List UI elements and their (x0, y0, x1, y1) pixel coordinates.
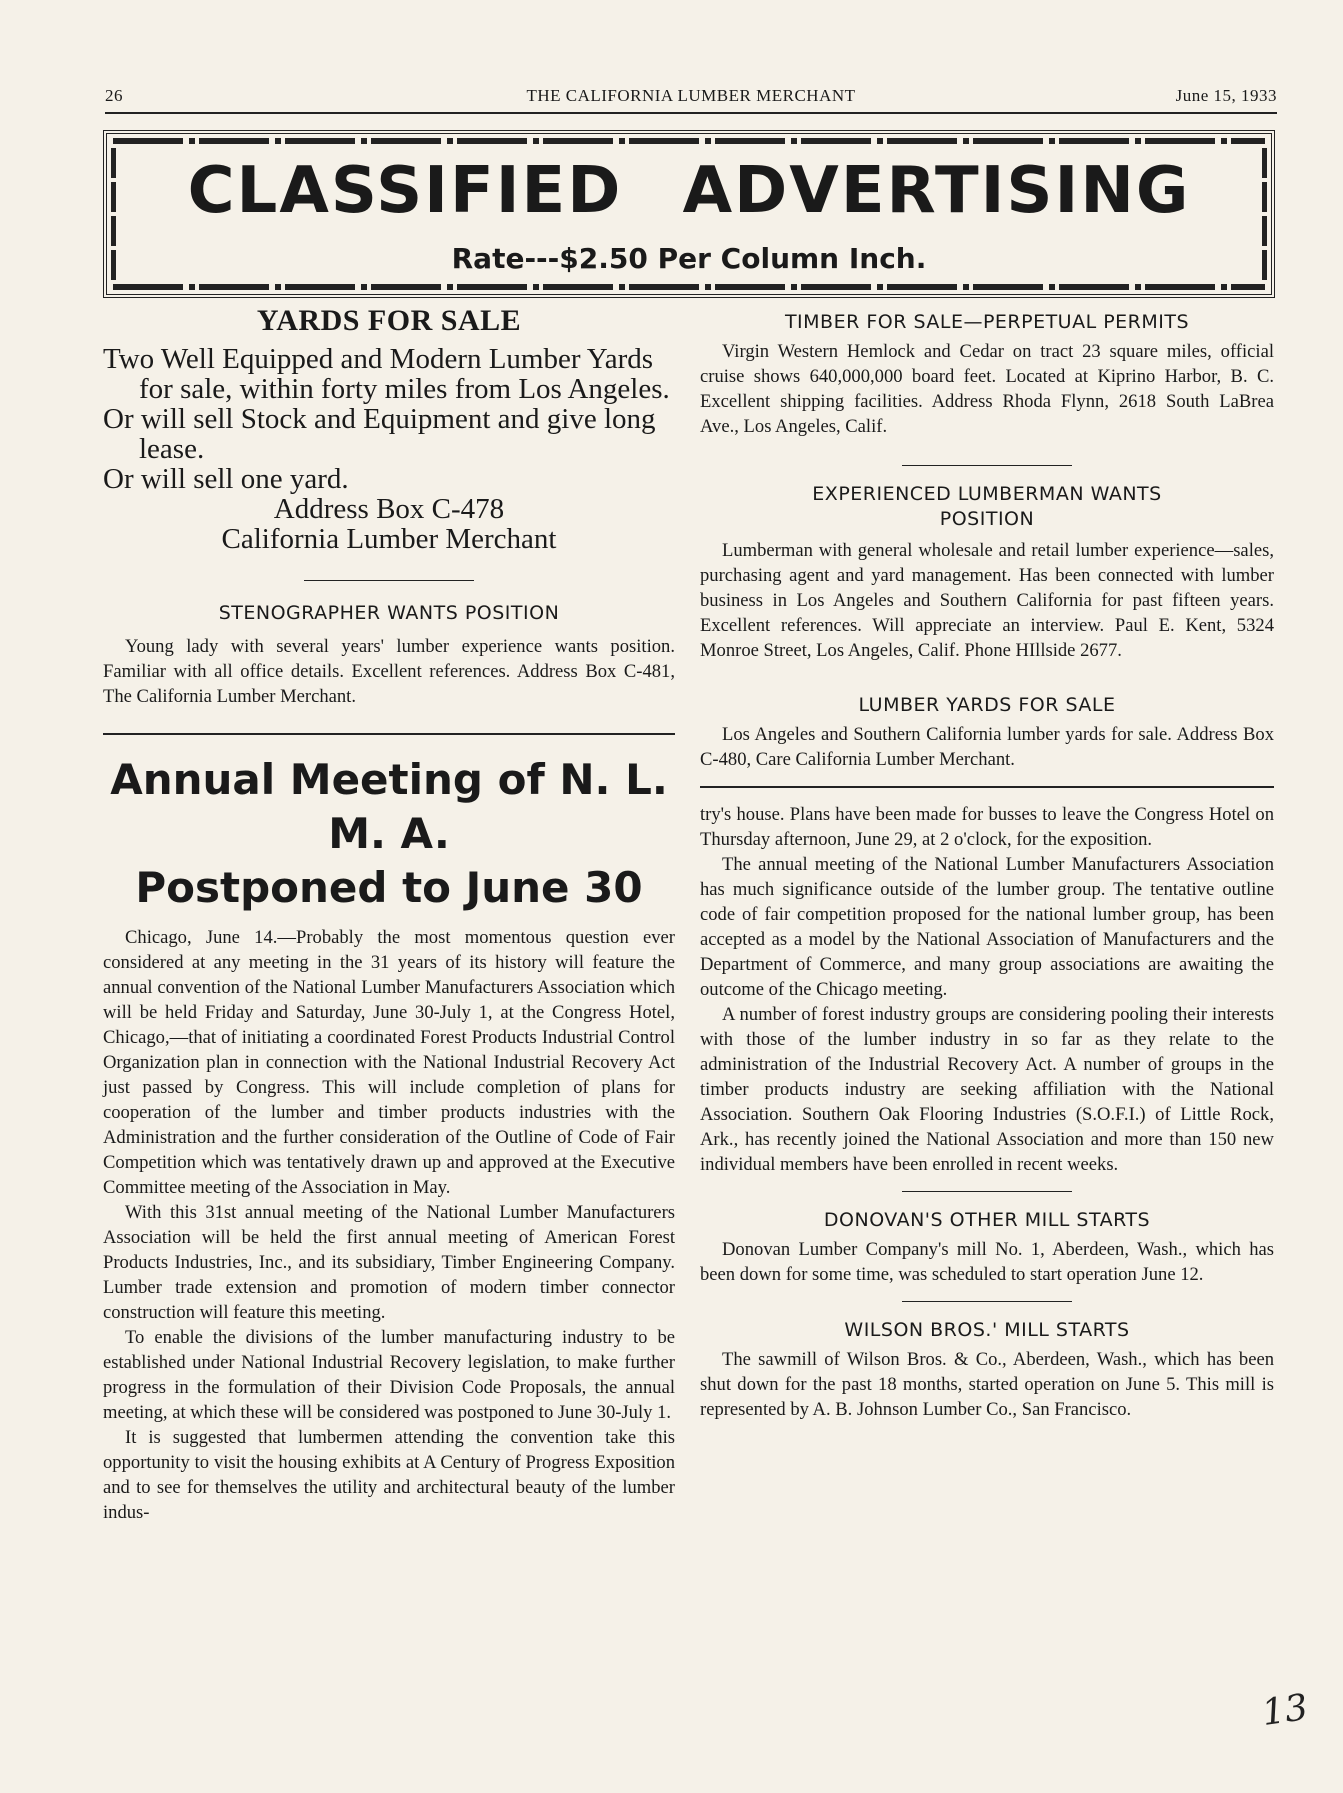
donovan-text: Donovan Lumber Company's mill No. 1, Aberdeen, Wash., which has been down for some time, was scheduled to start operation June 12. (700, 1239, 1274, 1285)
nlma-paragraph-5: try's house. Plans have been made for busses to leave the Congress Hotel on Thursday afternoon, June 29, at 2 o'clock, for the exposition. (700, 804, 1274, 850)
divider (902, 465, 1072, 466)
nlma-paragraph-3: To enable the divisions of the lumber manufacturing industry to be established under National Industrial Recovery legislation, to make further progress in the formulation of their Division Code Proposals, the annual meeting, at which these will be considered was postponed to June 30-July 1. (103, 1327, 675, 1423)
nlma-article (103, 925, 675, 1525)
wilson-body (700, 1347, 1274, 1422)
lumber-yards-body (700, 722, 1274, 772)
section-rule (103, 733, 675, 735)
running-header (105, 86, 1277, 114)
wilson-heading: WILSON BROS.' MILL STARTS (844, 1319, 1130, 1341)
lumberman-heading (700, 482, 1274, 532)
stenographer-heading: STENOGRAPHER WANTS POSITION (218, 602, 560, 624)
divider (902, 1301, 1072, 1302)
left-column (103, 304, 675, 1525)
donovan-body (700, 1237, 1274, 1287)
nlma-headline-line-2: Postponed to June 30 (135, 863, 643, 912)
lumber-yards-text: Los Angeles and Southern California lumber yards for sale. Address Box C-480, Care California Lumber Merchant. (700, 724, 1274, 770)
section-rule (700, 786, 1274, 788)
timber-body (700, 339, 1274, 439)
timber-heading: TIMBER FOR SALE—PERPETUAL PERMITS (784, 311, 1190, 333)
ornament-rule-top (113, 138, 1265, 144)
yards-line-1: Two Well Equipped and Modern Lumber Yards for sale, within forty miles from Los Angeles. (103, 343, 670, 405)
yards-ad-body (103, 344, 675, 554)
yards-address-2: California Lumber Merchant (221, 523, 557, 555)
stenographer-text: Young lady with several years' lumber experience wants position. Familiar with all office details. Excellent references. Address Box C-481, The California Lumber Merchant. (103, 636, 675, 707)
stenographer-body (103, 634, 675, 709)
divider (902, 1191, 1072, 1192)
issue-date: June 15, 1933 (1175, 86, 1277, 105)
nlma-paragraph-1: Chicago, June 14.—Probably the most momentous question ever considered at any meeting in the 31 years of its history will feature the annual convention of the National Lumber Manufacturers Association which will be held Friday and Saturday, June 30-July 1, at the Congress Hotel, Chicago,—that of initiating a coordinated Forest Products Industrial Control Organization plan in connection with the National Industrial Recovery Act just passed by Congress. This will include completion of plans for cooperation of the lumber and timber products industries with the Administration and the further consideration of the Outline of Code of Fair Competition which was tentatively drawn up and approved at the Executive Committee meeting of the Association in May. (103, 927, 675, 1198)
lumberman-body (700, 538, 1274, 663)
classified-banner (103, 130, 1275, 298)
nlma-headline (103, 753, 675, 915)
handwritten-number: 13 (1259, 1687, 1311, 1734)
donovan-heading: DONOVAN'S OTHER MILL STARTS (823, 1209, 1151, 1231)
yards-address-1: Address Box C-478 (273, 493, 505, 525)
banner-title: CLASSIFIED ADVERTISING (187, 154, 1191, 228)
lumber-yards-heading: LUMBER YARDS FOR SALE (858, 694, 1116, 716)
nlma-paragraph-4: It is suggested that lumbermen attending the convention take this opportunity to visit the housing exhibits at A Century of Progress Exposition and to see for themselves the utility and architectural beauty of the lumber indus- (103, 1427, 675, 1523)
lumberman-text: Lumberman with general wholesale and retail lumber experience—sales, purchasing agent and yard management. Has been connected with lumber business in Los Angeles and Southern California for past fifteen years. Excellent references. Will appreciate an interview. Paul E. Kent, 5324 Monroe Street, Los Angeles, Calif. Phone HIllside 2677. (700, 540, 1274, 661)
publication-title: THE CALIFORNIA LUMBER MERCHANT (526, 86, 856, 105)
wilson-text: The sawmill of Wilson Bros. & Co., Aberdeen, Wash., which has been shut down for the past 18 months, started operation on June 5. This mill is represented by A. B. Johnson Lumber Co., San Francisco. (700, 1349, 1274, 1420)
yards-line-3: Or will sell one yard. (103, 463, 349, 495)
ornament-rule-bottom (113, 284, 1265, 290)
nlma-article-continued (700, 802, 1274, 1177)
nlma-paragraph-7: A number of forest industry groups are considering pooling their interests with those of the lumber industry in so far as they relate to the administration of the Industrial Recovery Act. A number of groups in the timber products industry are seeking affiliation with the National Association. Southern Oak Flooring Industries (S.O.F.I.) of Little Rock, Ark., has recently joined the National Association and more than 150 new individual members have been enrolled in recent weeks. (700, 1004, 1274, 1175)
lumberman-heading-2: POSITION (939, 508, 1035, 530)
lumberman-heading-1: EXPERIENCED LUMBERMAN WANTS (812, 483, 1162, 505)
timber-text: Virgin Western Hemlock and Cedar on tract 23 square miles, official cruise shows 640,000,000 board feet. Located at Kiprino Harbor, B. C. Excellent shipping facilities. Address Rhoda Flynn, 2618 South LaBrea Ave., Los Angeles, Calif. (700, 341, 1274, 437)
nlma-headline-line-1: Annual Meeting of N. L. M. A. (110, 755, 668, 858)
nlma-paragraph-6: The annual meeting of the National Lumber Manufacturers Association has much significance outside of the lumber group. The tentative outline code of fair competition proposed for the national lumber group, has been accepted as a model by the National Association of Manufacturers and the Department of Commerce, and many group associations are awaiting the outcome of the Chicago meeting. (700, 854, 1274, 1000)
divider (304, 580, 474, 581)
banner-rate: Rate---$2.50 Per Column Inch. (451, 242, 927, 275)
nlma-paragraph-2: With this 31st annual meeting of the National Lumber Manufacturers Association will be held the first annual meeting of American Forest Products Industries, Inc., and its subsidiary, Timber Engineering Company. Lumber trade extension and promotion of modern timber connector construction will feature this meeting. (103, 1202, 675, 1323)
page-number: 26 (105, 86, 123, 105)
yards-line-2: Or will sell Stock and Equipment and give long lease. (103, 403, 656, 465)
right-column (700, 310, 1274, 1422)
yards-heading: YARDS FOR SALE (256, 304, 522, 337)
